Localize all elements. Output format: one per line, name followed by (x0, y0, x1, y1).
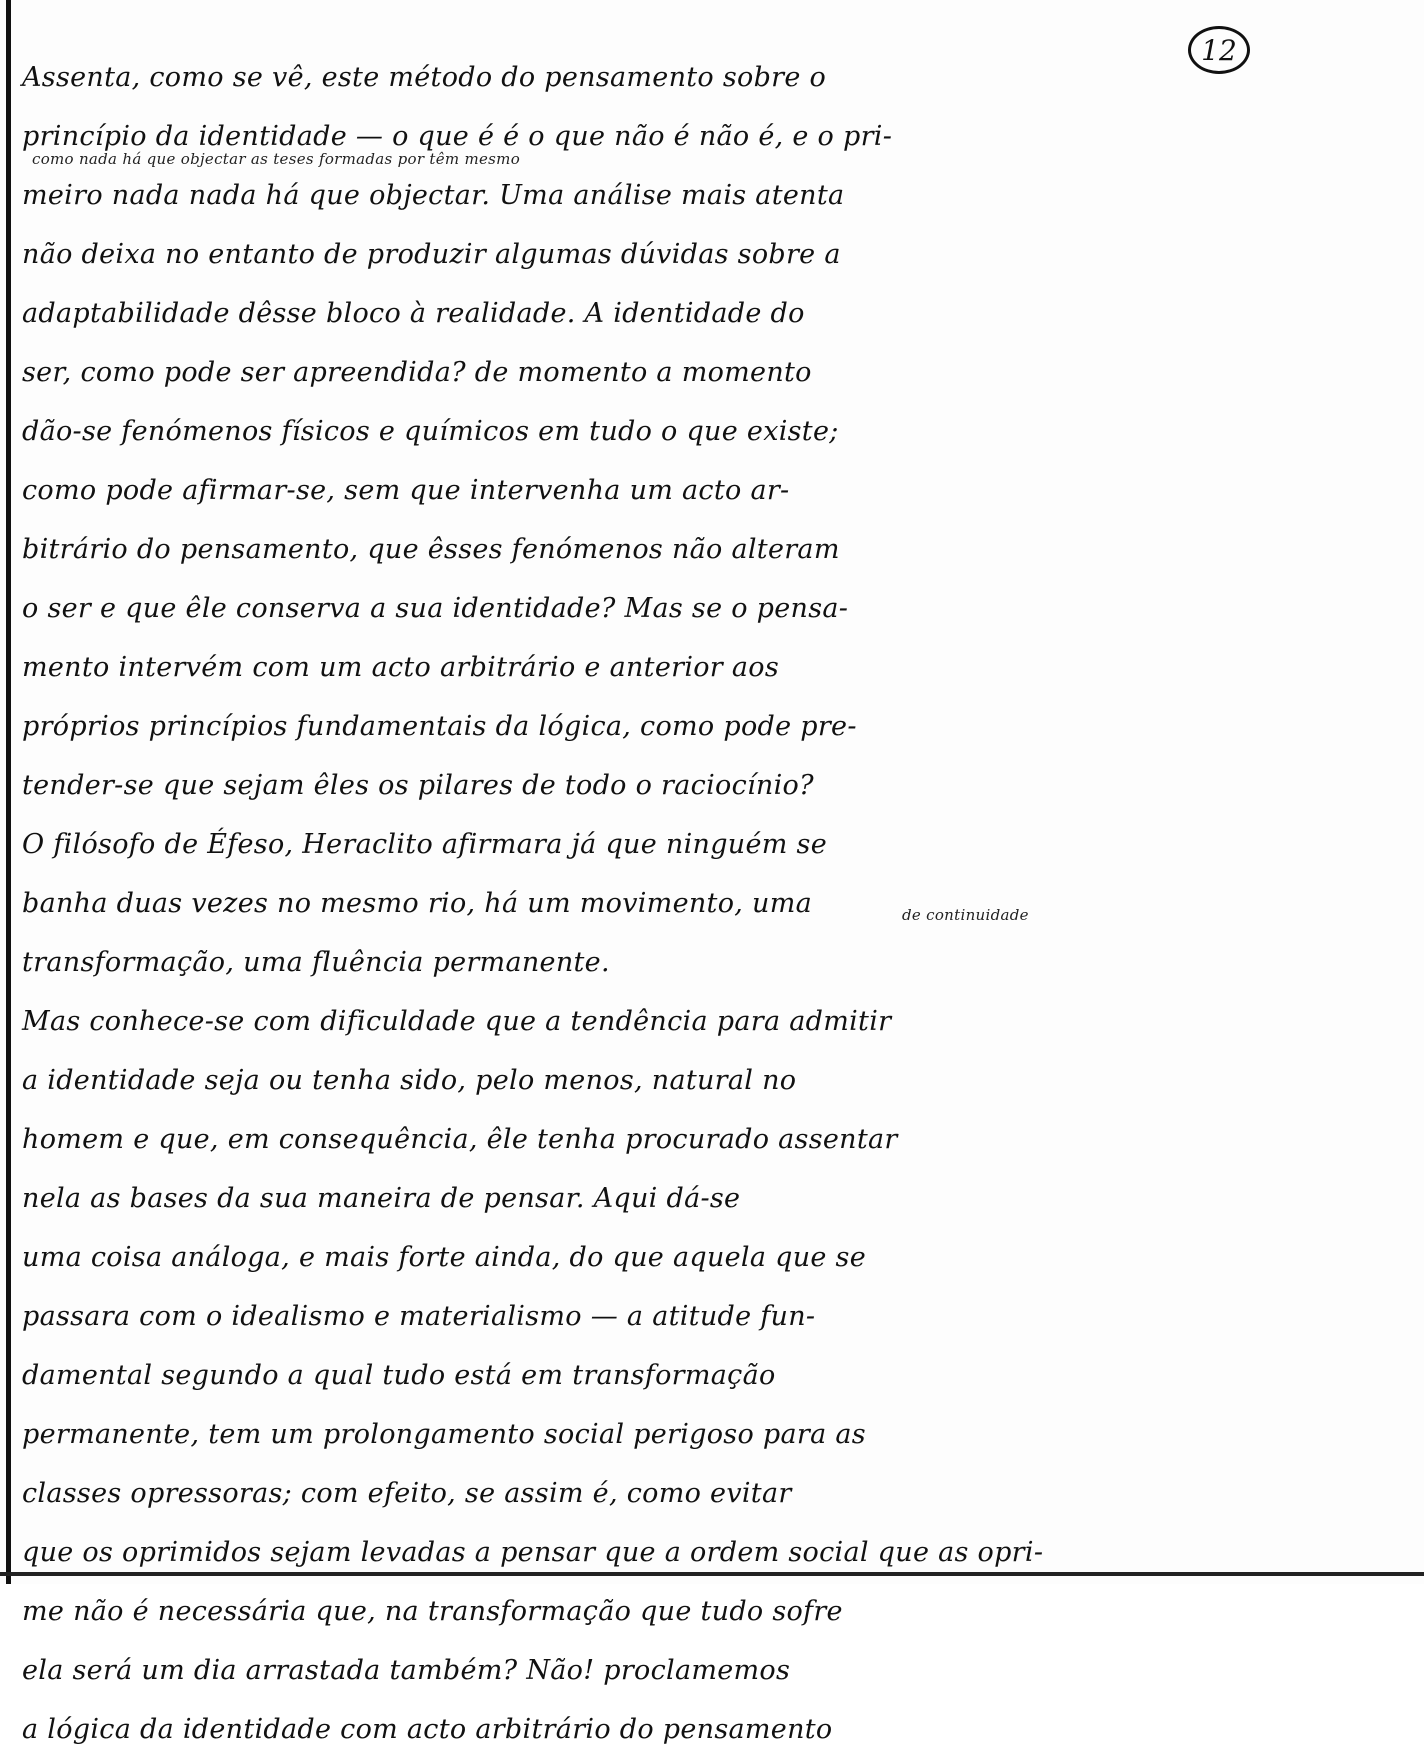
manuscript-line-1: Assenta, como se vê, este método do pensamento sobre o (22, 62, 827, 93)
manuscript-insert-line-17: de continuidade (902, 906, 1029, 924)
manuscript-insert-line-2: como nada há que objectar as teses formadas por têm mesmo (32, 150, 521, 168)
manuscript-line-15: banha duas vezes no mesmo rio, há um movimento, uma (22, 888, 813, 919)
manuscript-line-20: nela as bases da sua maneira de pensar. Aqui dá-se (22, 1183, 741, 1214)
manuscript-line-25: classes opressoras; com efeito, se assim é, como evitar (22, 1478, 792, 1509)
manuscript-line-26: que os oprimidos sejam levadas a pensar que a ordem social que as opri- (22, 1537, 1044, 1568)
manuscript-line-23: damental segundo a qual tudo está em transformação (22, 1360, 776, 1391)
bottom-page-edge (0, 1572, 1424, 1576)
manuscript-line-12: próprios princípios fundamentais da lógica, como pode pre- (22, 711, 857, 742)
manuscript-line-27: me não é necessária que, na transformação que tudo sofre (22, 1596, 843, 1627)
manuscript-line-6: ser, como pode ser apreendida? de momento a momento (22, 357, 812, 388)
manuscript-line-21: uma coisa análoga, e mais forte ainda, do que aquela que se (22, 1242, 866, 1273)
manuscript-line-5: adaptabilidade dêsse bloco à realidade. A identidade do (22, 298, 805, 329)
handwritten-text-block (22, 48, 1402, 1759)
manuscript-line-18: a identidade seja ou tenha sido, pelo menos, natural no (22, 1065, 797, 1096)
manuscript-line-13: tender-se que sejam êles os pilares de todo o raciocínio? (22, 770, 814, 801)
manuscript-line-17: Mas conhece-se com dificuldade que a tendência para admitir (22, 1006, 892, 1037)
manuscript-line-8: como pode afirmar-se, sem que intervenha um acto ar- (22, 475, 790, 506)
manuscript-line-29: a lógica da identidade com acto arbitrário do pensamento (22, 1714, 833, 1745)
manuscript-line-28: ela será um dia arrastada também? Não! proclamemos (22, 1655, 791, 1686)
manuscript-line-10: o ser e que êle conserva a sua identidade? Mas se o pensa- (22, 593, 849, 624)
manuscript-line-11: mento intervém com um acto arbitrário e anterior aos (22, 652, 780, 683)
manuscript-line-3: meiro nada nada há que objectar. Uma análise mais atenta (22, 180, 845, 211)
manuscript-line-24: permanente, tem um prolongamento social perigoso para as (22, 1419, 866, 1450)
manuscript-line-7: dão-se fenómenos físicos e químicos em tudo o que existe; (22, 416, 839, 447)
manuscript-line-16: transformação, uma fluência permanente. (22, 947, 610, 978)
manuscript-line-9: bitrário do pensamento, que êsses fenómenos não alteram (22, 534, 840, 565)
manuscript-line-2: princípio da identidade — o que é é o que não é não é, e o pri- (22, 121, 893, 152)
left-margin-line (6, 0, 11, 1584)
manuscript-line-4: não deixa no entanto de produzir algumas dúvidas sobre a (22, 239, 841, 270)
manuscript-line-14: O filósofo de Éfeso, Heraclito afirmara já que ninguém se (22, 829, 827, 860)
page-number: 12 (1201, 33, 1237, 67)
manuscript-line-22: passara com o idealismo e materialismo — a atitude fun- (22, 1301, 816, 1332)
manuscript-line-19: homem e que, em consequência, êle tenha procurado assentar (22, 1124, 898, 1155)
